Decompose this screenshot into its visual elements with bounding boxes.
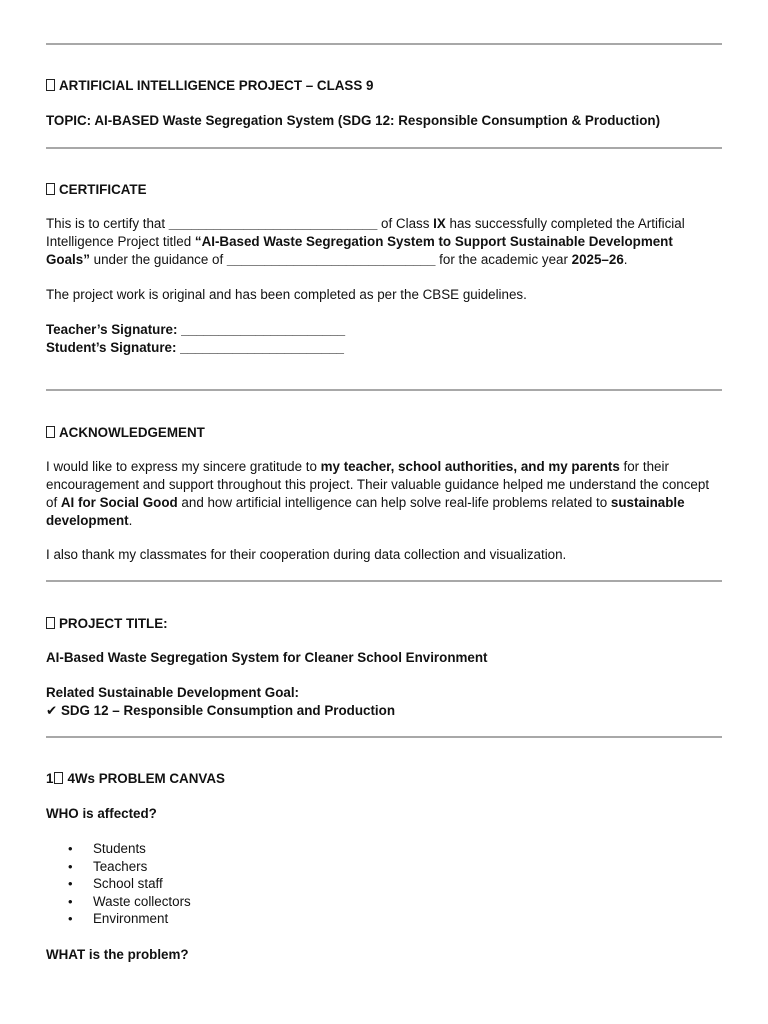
who-affected-list [46,840,191,928]
certificate-heading-text: CERTIFICATE [59,182,147,197]
teacher-name-blank: ____________________________ [226,252,436,267]
certificate-heading [46,181,726,199]
what-question: WHAT is the problem? [46,947,189,962]
acknowledgement-paragraph [46,458,711,530]
divider [46,736,722,738]
list-item: • Environment [46,910,191,928]
cert-text: under the guidance of [89,252,227,267]
academic-year: 2025–26 [571,252,624,267]
cert-text: for the academic year [435,252,572,267]
sdg-value: ✔ SDG 12 – Responsible Consumption and Production [46,703,395,718]
cert-text: has successfully completed the Artificial Intelligence Project titled [46,216,685,249]
sdg-label: Related Sustainable Development Goal: [46,685,299,700]
project-title: AI-Based Waste Segregation System for Cleaner School Environment [46,650,488,665]
list-item: • School staff [46,875,191,893]
section-number: 1 [46,771,54,786]
divider [46,580,722,582]
project-topic: TOPIC: AI-BASED Waste Segregation System (SDG 12: Responsible Consumption & Production) [46,113,661,128]
divider [46,389,722,391]
divider [46,43,722,45]
certificate-paragraph [46,215,711,269]
placeholder-glyph-icon [46,183,55,195]
certificate-originality-note: The project work is original and has been completed as per the CBSE guidelines. [46,287,527,302]
placeholder-glyph-icon [54,772,63,784]
project-title-heading-text: PROJECT TITLE: [59,616,168,631]
project-title-heading [46,615,726,633]
ack-emphasis: AI for Social Good [60,495,178,510]
cert-text: of Class [377,216,434,231]
placeholder-glyph-icon [46,79,55,91]
acknowledgement-heading-text: ACKNOWLEDGEMENT [59,425,205,440]
ack-text: . [128,513,133,528]
ack-text: I would like to express my sincere gratitude to [46,459,321,474]
header-title-text: ARTIFICIAL INTELLIGENCE PROJECT – CLASS 9 [59,78,374,93]
problem-canvas-heading [46,770,726,788]
ack-emphasis: my teacher, school authorities, and my parents [320,459,620,474]
list-item: • Students [46,840,191,858]
ack-emphasis: sustainable development [46,495,685,528]
list-item: • Waste collectors [46,893,191,911]
cert-text: . [623,252,628,267]
student-name-blank: ____________________________ [168,216,378,231]
teacher-signature-line: Teacher’s Signature: ______________________ [46,322,346,337]
acknowledgement-thanks: I also thank my classmates for their cooperation during data collection and visualization. [46,547,567,562]
certificate-project-title: “AI-Based Waste Segregation System to Support Sustainable Development Goals” [46,234,673,267]
cert-text: This is to certify that [46,216,169,231]
ack-text: and how artificial intelligence can help solve real-life problems related to [177,495,611,510]
placeholder-glyph-icon [46,617,55,629]
ack-text: for their encouragement and support throughout this project. Their valuable guidance helped me understand the concept of [46,459,710,510]
list-item: • Teachers [46,858,191,876]
project-header-title [46,77,726,95]
problem-canvas-heading-text: 4Ws PROBLEM CANVAS [67,771,225,786]
acknowledgement-heading [46,424,726,442]
placeholder-glyph-icon [46,426,55,438]
student-signature-line: Student’s Signature: ______________________ [46,340,345,355]
who-question: WHO is affected? [46,806,157,821]
class-value: IX [433,216,446,231]
divider [46,147,722,149]
